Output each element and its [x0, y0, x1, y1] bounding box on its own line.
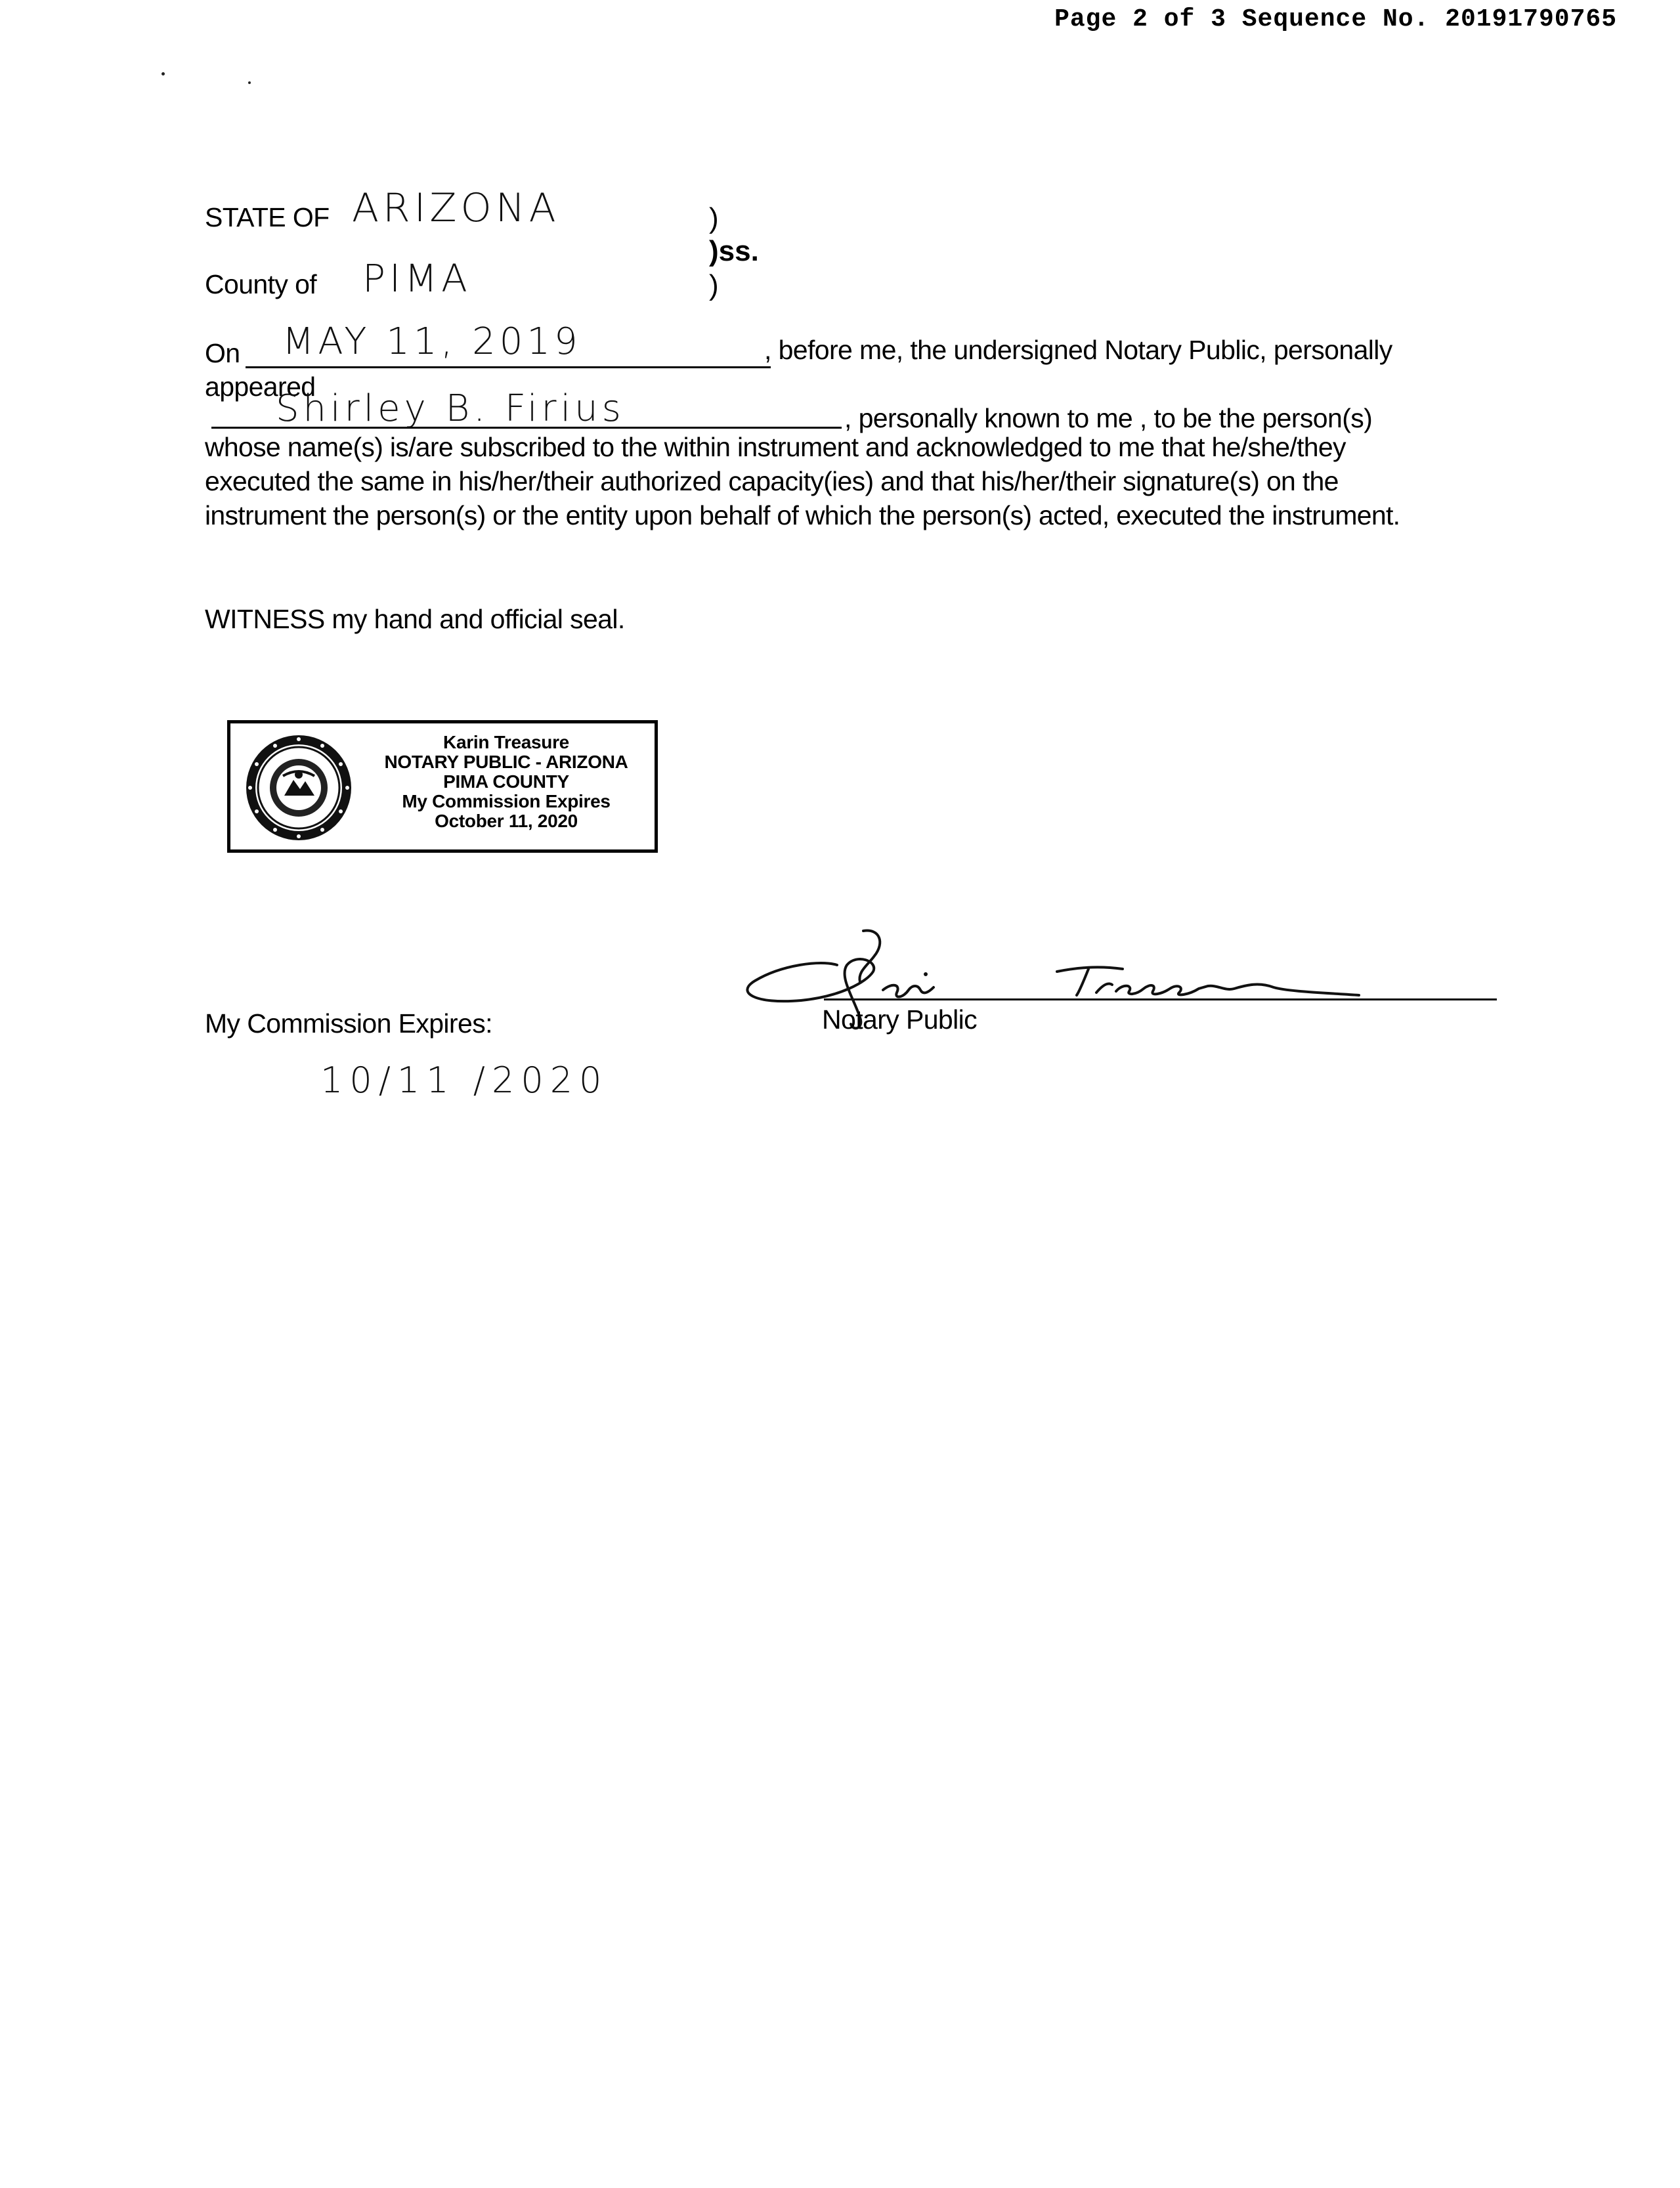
stamp-commission-date: October 11, 2020	[435, 811, 578, 831]
county-handwritten: PIMA	[362, 256, 471, 301]
scan-speck	[162, 72, 165, 75]
stamp-commission-label: My Commission Expires	[402, 791, 611, 811]
known-text: , personally known to me , to be the person(s)	[844, 403, 1373, 433]
state-label: STATE OF	[205, 202, 330, 232]
before-me-text: , before me, the undersigned Notary Public, personally	[764, 335, 1392, 365]
stamp-notary-name: Karin Treasure	[443, 732, 569, 752]
date-handwritten: MAY 11, 2019	[282, 320, 582, 363]
county-label: County of	[205, 269, 317, 299]
witness-text: WITNESS my hand and official seal.	[205, 604, 625, 634]
commission-expires-label: My Commission Expires:	[205, 1008, 492, 1039]
date-underline	[246, 366, 771, 368]
stamp-county: PIMA COUNTY	[443, 771, 569, 792]
venue-paren-open: )	[709, 202, 719, 234]
notary-public-label: Notary Public	[822, 1004, 978, 1035]
on-label: On	[205, 338, 240, 368]
notary-stamp	[227, 720, 658, 853]
appeared-label: appeared	[205, 372, 316, 402]
stamp-title: NOTARY PUBLIC - ARIZONA	[384, 752, 628, 772]
commission-expires-handwritten: 10/11 /2020	[320, 1060, 609, 1101]
arizona-seal-icon	[244, 733, 354, 843]
page-sequence-header: Page 2 of 3 Sequence No. 20191790765	[1054, 5, 1617, 33]
ss-label: )ss.	[709, 235, 759, 267]
state-handwritten: ARIZONA	[352, 185, 560, 231]
scan-speck	[248, 81, 251, 84]
acknowledgment-body: whose name(s) is/are subscribed to the within instrument and acknowledged to me that he/she/they executed the same in his/her/their authorized capacity(ies) and that his/her/their signature(s) on the instrument the person(s) or the entity upon behalf of which the person(s) acted, executed the instrument.	[205, 432, 1400, 530]
venue-paren-close: )	[709, 269, 719, 301]
person-handwritten: Shirley B. Firius	[276, 387, 625, 430]
